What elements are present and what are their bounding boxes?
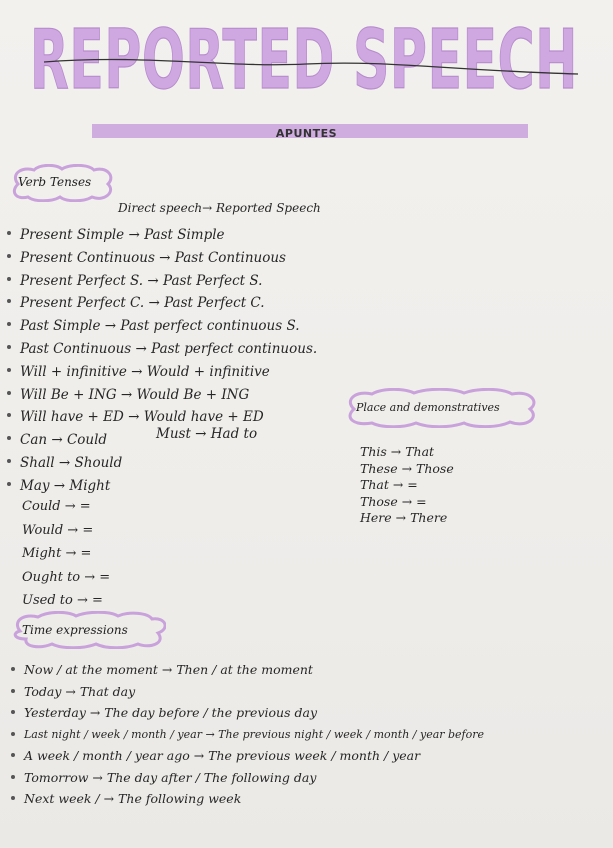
list-item: Present Continuous → Past Continuous (20, 247, 317, 270)
list-item: Present Perfect C. → Past Perfect C. (20, 292, 317, 315)
list-item: A week / month / year ago → The previous week / month / year (24, 746, 484, 768)
list-item: Past Simple → Past perfect continuous S. (20, 315, 317, 338)
column-header: Direct speech→ Reported Speech (118, 201, 321, 215)
time-list (24, 660, 484, 811)
heading-verb-tenses: Verb Tenses (18, 175, 92, 189)
list-item: Now / at the moment → Then / at the moment (24, 660, 484, 682)
list-item: That → = (360, 477, 418, 492)
list-item: Present Simple → Past Simple (20, 224, 317, 247)
list-item: Last night / week / month / year → The previous night / week / month / year before (24, 725, 484, 747)
heading-place: Place and demonstratives (356, 401, 500, 414)
list-item: Present Perfect S. → Past Perfect S. (20, 270, 317, 293)
list-item: Next week / → The following week (24, 789, 484, 811)
list-item: May → Might (20, 475, 317, 498)
heading-cloud-verb-tenses (8, 164, 116, 202)
list-item: Yesterday → The day before / the previous day (24, 703, 484, 725)
heading-cloud-time (10, 611, 166, 649)
must-rule: Must → Had to (156, 426, 258, 442)
list-item: Here → There (360, 510, 448, 525)
subtitle: APUNTES (275, 127, 338, 140)
list-item: Ought to → = (22, 569, 111, 585)
place-list (360, 444, 454, 527)
list-item: Today → That day (24, 682, 484, 704)
list-item: Will Be + ING → Would Be + ING (20, 384, 317, 407)
modal-list (22, 496, 110, 614)
list-item: Shall → Should (20, 452, 317, 475)
page-title (26, 14, 586, 104)
verb-tense-list (20, 224, 317, 498)
list-item: Can → Could (20, 429, 317, 452)
list-item: Would → = (22, 522, 94, 538)
heading-time: Time expressions (22, 623, 128, 637)
list-item: Will + infinitive → Would + infinitive (20, 361, 317, 384)
list-item: Used to → = (22, 593, 103, 608)
list-item: Past Continuous → Past perfect continuous. (20, 338, 317, 361)
list-item: Will have + ED → Would have + ED (20, 406, 317, 429)
list-item: Might → = (22, 546, 92, 561)
page-title-text: REPORTED SPEECH (30, 14, 578, 104)
heading-cloud-place (342, 388, 538, 428)
list-item: These → Those (360, 460, 454, 476)
list-item: Could → = (22, 499, 91, 514)
list-item: This → That (360, 444, 435, 459)
list-item: Tomorrow → The day after / The following day (24, 768, 484, 790)
list-item: Those → = (360, 493, 427, 509)
